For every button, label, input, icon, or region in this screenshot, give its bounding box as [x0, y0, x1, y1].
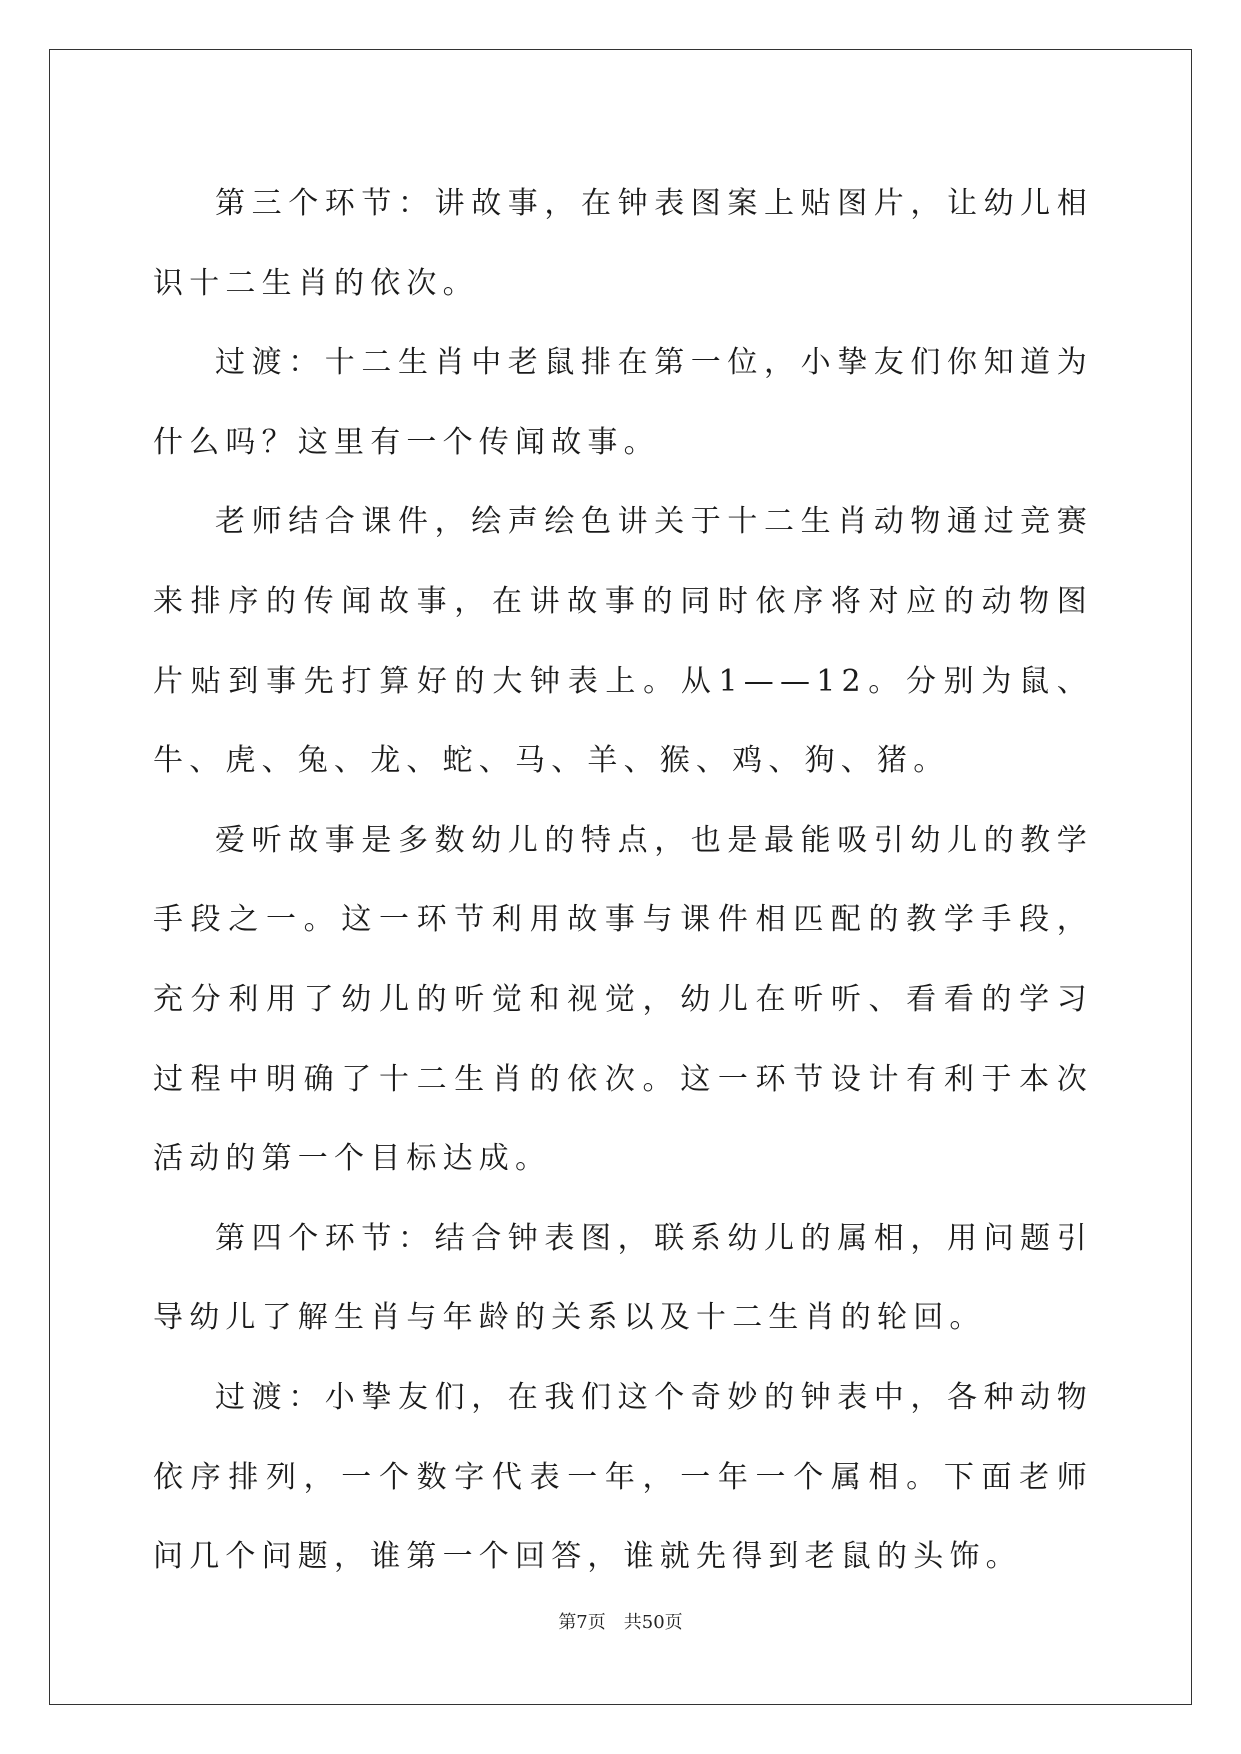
current-page-number: 第7页 [558, 1612, 606, 1633]
paragraph: 过渡：小挚友们，在我们这个奇妙的钟表中，各种动物依序排列，一个数字代表一年，一年一个属相。下面老师问几个问题，谁第一个回答，谁就先得到老鼠的头饰。 [153, 1379, 1093, 1575]
document-body [153, 164, 1093, 1597]
paragraph: 老师结合课件，绘声绘色讲关于十二生肖动物通过竞赛来排序的传闻故事，在讲故事的同时依序将对应的动物图片贴到事先打算好的大钟表上。从1——12。分别为鼠、牛、虎、兔、龙、蛇、马、羊、猴、鸡、狗、猪。 [153, 504, 1093, 779]
paragraph: 过渡：十二生肖中老鼠排在第一位，小挚友们你知道为什么吗？这里有一个传闻故事。 [153, 345, 1093, 460]
paragraph: 爱听故事是多数幼儿的特点，也是最能吸引幼儿的教学手段之一。这一环节利用故事与课件相匹配的教学手段，充分利用了幼儿的听觉和视觉，幼儿在听听、看看的学习过程中明确了十二生肖的依次。这一环节设计有利于本次活动的第一个目标达成。 [153, 822, 1093, 1177]
total-page-count: 共50页 [623, 1612, 683, 1633]
paragraph: 第三个环节：讲故事，在钟表图案上贴图片，让幼儿相识十二生肖的依次。 [153, 186, 1093, 301]
paragraph: 第四个环节：结合钟表图，联系幼儿的属相，用问题引导幼儿了解生肖与年龄的关系以及十二生肖的轮回。 [153, 1220, 1093, 1336]
page-footer [0, 1611, 1241, 1635]
